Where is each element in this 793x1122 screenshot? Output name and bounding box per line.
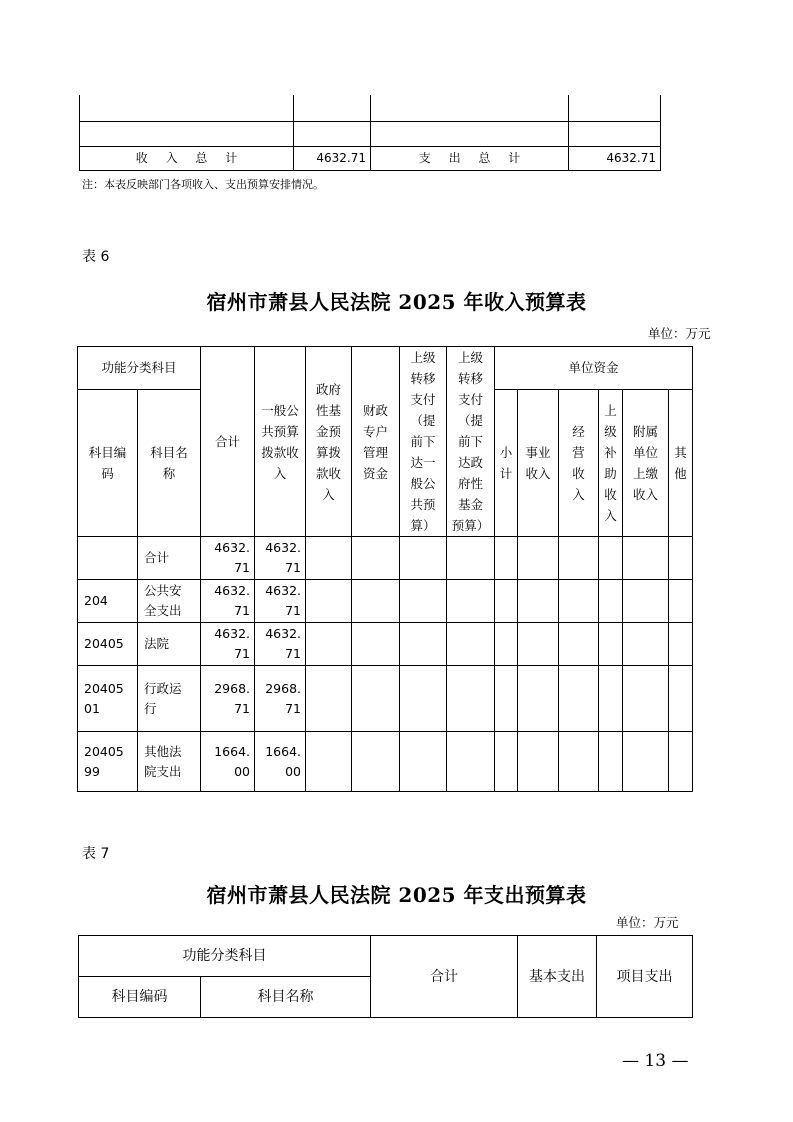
row-code: 20405: [78, 623, 138, 666]
empty-cell: [294, 95, 371, 121]
table-note: 注：本表反映部门各项收入、支出预算安排情况。: [82, 178, 324, 191]
row-name: 公共安 全支出: [138, 580, 201, 623]
table7-title: 宿州市萧县人民法院 2025 年支出预算表: [206, 883, 587, 907]
header-code: 科目编 码: [78, 390, 138, 537]
row-general: 2968. 71: [255, 666, 306, 732]
row-general: 4632. 71: [255, 580, 306, 623]
row-total: 2968. 71: [201, 666, 255, 732]
income-total-label: 收 入 总 计: [80, 146, 294, 170]
expense-budget-table: [78, 935, 693, 1018]
header-unit-funds: 单位资金: [495, 347, 693, 390]
empty-cell: [569, 121, 661, 146]
row-name: 行政运 行: [138, 666, 201, 732]
table7-label: 表 7: [82, 846, 110, 862]
row-name: 其他法 院支出: [138, 732, 201, 792]
header-subtotal: 小 计: [495, 390, 518, 537]
table-row: [78, 666, 693, 732]
header-project: 项目支出: [597, 936, 693, 1018]
empty-cell: [80, 95, 294, 121]
row-code: 20405 99: [78, 732, 138, 792]
header-operating: 经 营 收 入: [559, 390, 599, 537]
income-total-value: 4632.71: [294, 146, 371, 170]
header-basic: 基本支出: [518, 936, 597, 1018]
header-code: 科目编码: [79, 977, 201, 1018]
header-upper-fund: 上级 转移 支付 （提 前下 达政 府性 基金 预算）: [447, 347, 495, 537]
table-row: [78, 732, 693, 792]
table-row: [78, 537, 693, 580]
header-subsidy: 上 级 补 助 收 入: [599, 390, 623, 537]
page-number: — 13 —: [622, 1051, 689, 1071]
header-other: 其 他: [669, 390, 693, 537]
header-business: 事业 收入: [518, 390, 559, 537]
empty-cell: [371, 95, 569, 121]
row-general: 4632. 71: [255, 537, 306, 580]
empty-cell: [294, 121, 371, 146]
header-name: 科目名 称: [138, 390, 201, 537]
header-name: 科目名称: [201, 977, 371, 1018]
row-total: 4632. 71: [201, 580, 255, 623]
table6-unit: 单位：万元: [648, 326, 711, 341]
header-special-mgmt: 财政 专户 管理 资金: [352, 347, 400, 537]
row-code: [78, 537, 138, 580]
table7-unit: 单位：万元: [616, 915, 679, 930]
row-name: 合计: [138, 537, 201, 580]
expense-total-label: 支 出 总 计: [371, 146, 569, 170]
row-code: 20405 01: [78, 666, 138, 732]
table6-label: 表 6: [82, 249, 110, 265]
table-row: [78, 580, 693, 623]
table-row: [78, 623, 693, 666]
header-gov-fund: 政府 性基 金预 算拨 款收 入: [306, 347, 352, 537]
empty-cell: [80, 121, 294, 146]
empty-cell: [371, 121, 569, 146]
income-budget-table: [77, 346, 693, 792]
expense-total-value: 4632.71: [569, 146, 661, 170]
row-general: 1664. 00: [255, 732, 306, 792]
top-summary-table: [79, 95, 661, 171]
row-code: 204: [78, 580, 138, 623]
header-func-class: 功能分类科目: [78, 347, 201, 390]
row-general: 4632. 71: [255, 623, 306, 666]
row-name: 法院: [138, 623, 201, 666]
row-total: 4632. 71: [201, 623, 255, 666]
row-total: 4632. 71: [201, 537, 255, 580]
header-func-class: 功能分类科目: [79, 936, 371, 977]
row-total: 1664. 00: [201, 732, 255, 792]
header-total: 合计: [371, 936, 518, 1018]
table6-title: 宿州市萧县人民法院 2025 年收入预算表: [206, 290, 587, 314]
header-upper-general: 上级 转移 支付 （提 前下 达一 般公 共预 算）: [400, 347, 447, 537]
header-total: 合计: [201, 347, 255, 537]
header-affiliated: 附属 单位 上缴 收入: [623, 390, 669, 537]
header-general-budget: 一般公 共预算 拨款收 入: [255, 347, 306, 537]
empty-cell: [569, 95, 661, 121]
